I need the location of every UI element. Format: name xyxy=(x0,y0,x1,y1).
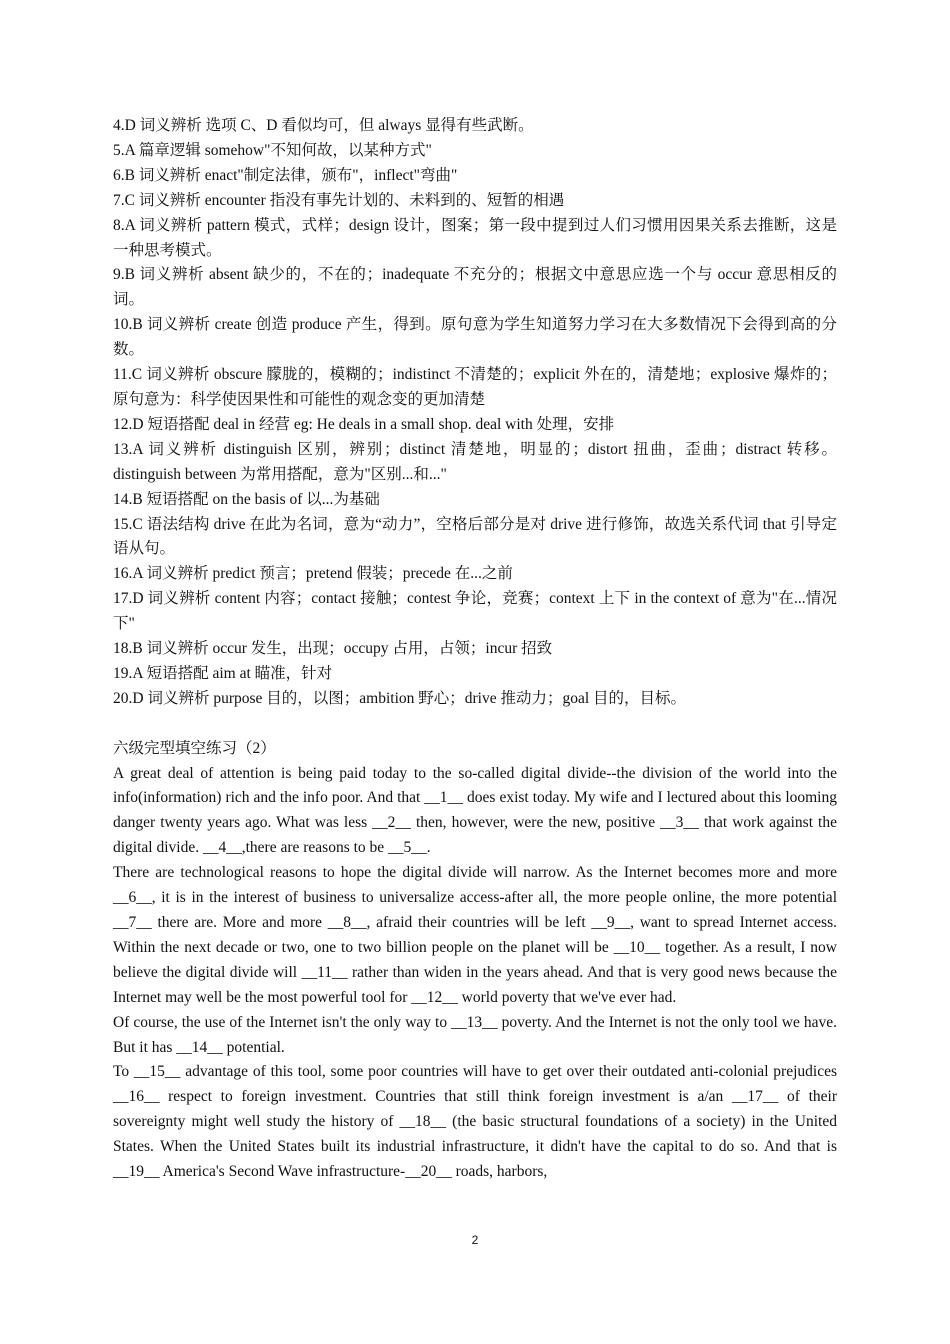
answer-item: 13.A 词义辨析 distinguish 区别，辨别；distinct 清楚地，明显的；distort 扭曲，歪曲；distract 转移。distinguish between 为常用搭配，意为"区别...和..." xyxy=(113,440,837,483)
answer-item: 10.B 词义辨析 create 创造 produce 产生，得到。原句意为学生知道努力学习在大多数情况下会得到高的分数。 xyxy=(113,316,837,359)
answer-item: 7.C 词义辨析 encounter 指没有事先计划的、未料到的、短暂的相遇 xyxy=(113,191,565,209)
page-number: 2 xyxy=(471,1233,479,1247)
answer-item: 17.D 词义辨析 content 内容；contact 接触；contest 争论，竞赛；context 上下 in the context of 意为"在...情况下" xyxy=(113,590,837,633)
answer-item: 6.B 词义辨析 enact"制定法律，颁布"，inflect"弯曲" xyxy=(113,166,458,184)
passage-paragraph: There are technological reasons to hope the digital divide will narrow. As the Internet becomes more and more __6__, it is in the interest of business to universalize access-after all, the more people online, the more potential __7__ there are. More and more __8__, afraid their countries will be left __9__, want to spread Internet access. Within the next decade or two, one to two billion people on the planet will be __10__ together. As a result, I now believe the digital divide will __11__ rather than widen in the years ahead. And that is very good news because the Internet may well be the most powerful tool for __12__ world poverty that we've ever had. xyxy=(113,864,837,1006)
answer-item: 8.A 词义辨析 pattern 模式，式样；design 设计，图案；第一段中提到过人们习惯用因果关系去推断，这是一种思考模式。 xyxy=(113,216,837,259)
answer-item: 9.B 词义辨析 absent 缺少的，不在的；inadequate 不充分的；根据文中意思应选一个与 occur 意思相反的词。 xyxy=(113,266,837,309)
answer-item: 11.C 词义辨析 obscure 朦胧的，模糊的；indistinct 不清楚的；explicit 外在的，清楚地；explosive 爆炸的；原句意为：科学使因果性和可能性的观念变的更加清楚 xyxy=(113,366,837,408)
answer-item: 12.D 短语搭配 deal in 经营 eg: He deals in a small shop. deal with 处理，安排 xyxy=(113,415,615,433)
answer-item: 16.A 词义辨析 predict 预言；pretend 假装；precede 在...之前 xyxy=(113,565,513,583)
passage xyxy=(113,762,837,1185)
passage-paragraph: Of course, the use of the Internet isn't the only way to __13__ poverty. And the Internet is not the only tool we have. But it has __14__ potential. xyxy=(113,1013,837,1056)
answer-item: 5.A 篇章逻辑 somehow"不知何故，以某种方式" xyxy=(113,141,432,159)
section-spacer xyxy=(113,712,837,737)
page-content xyxy=(113,114,837,1185)
answer-list xyxy=(113,114,837,712)
answer-item: 19.A 短语搭配 aim at 瞄准，针对 xyxy=(113,664,333,682)
answer-item: 4.D 词义辨析 选项 C、D 看似均可，但 always 显得有些武断。 xyxy=(113,117,534,134)
section-title: 六级完型填空练习（2） xyxy=(113,739,276,757)
answer-item: 18.B 词义辨析 occur 发生，出现；occupy 占用，占领；incur 招致 xyxy=(113,640,553,658)
answer-item: 20.D 词义辨析 purpose 目的，以图；ambition 野心；drive 推动力；goal 目的，目标。 xyxy=(113,689,687,707)
passage-paragraph: To __15__ advantage of this tool, some poor countries will have to get over their outdated anti-colonial prejudices __16__ respect to foreign investment. Countries that still think foreign investment is a/an __17__ of their sovereignty might well study the history of __18__ (the basic structural foundations of a society) in the United States. When the United States built its industrial infrastructure, it didn't have the capital to do so. And that is __19__ America's Second Wave infrastructure-__20__ roads, harbors, xyxy=(113,1063,837,1181)
answer-item: 15.C 语法结构 drive 在此为名词，意为“动力”，空格后部分是对 drive 进行修饰，故选关系代词 that 引导定语从句。 xyxy=(113,515,837,558)
answer-item: 14.B 短语搭配 on the basis of 以...为基础 xyxy=(113,490,380,508)
passage-paragraph: A great deal of attention is being paid today to the so-called digital divide--the division of the world into the info(information) rich and the info poor. And that __1__ does exist today. My wife and I lectured about this looming danger twenty years ago. What was less __2__ then, however, were the new, positive __3__ that work against the digital divide. __4__,there are reasons to be __5__. xyxy=(113,764,837,857)
